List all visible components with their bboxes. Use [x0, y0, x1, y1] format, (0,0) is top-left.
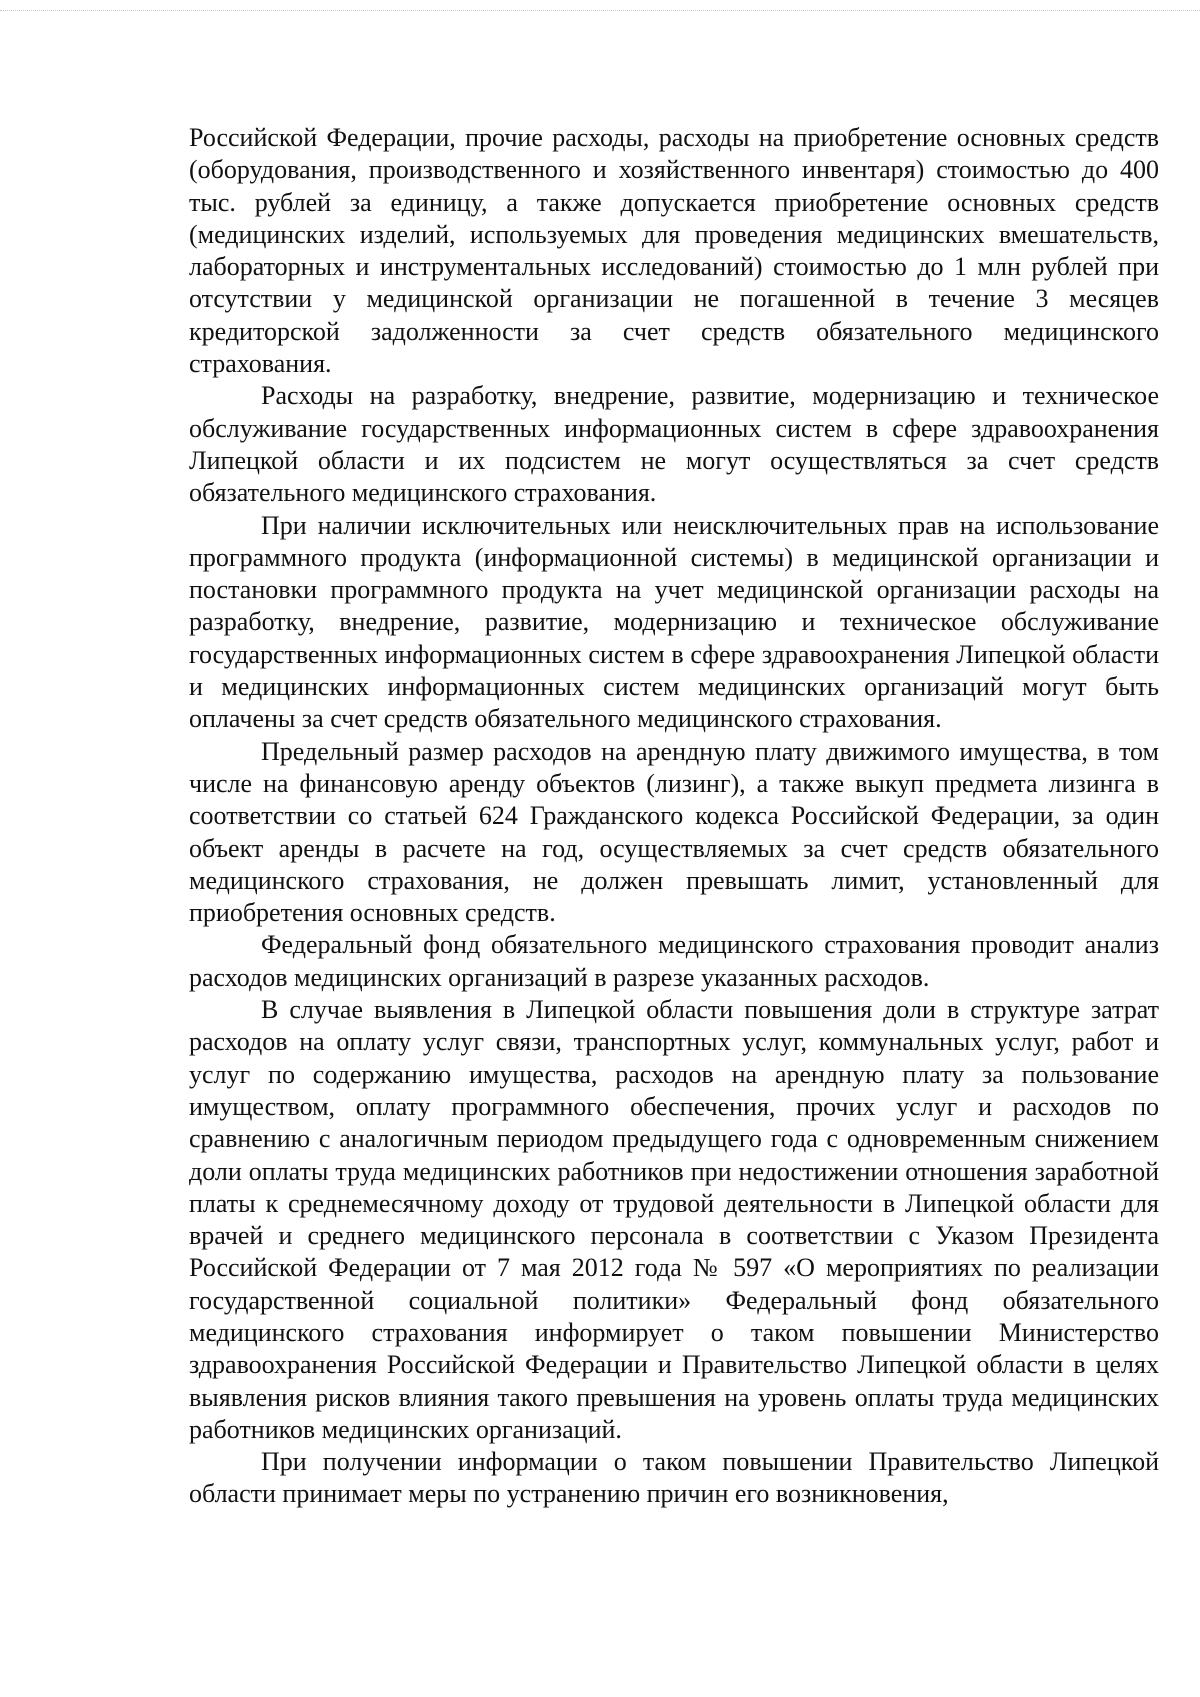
paragraph-software-rights: При наличии исключительных или неисключительных прав на использование программного продукта (информационной системы) в медицинской организации и постановки программного продукта на учет медицинской организации расходы на разработку, внедрение, развитие, модернизацию и техническое обслуживание государственных информационных систем в сфере здравоохранения Липецкой области и медицинских информационных систем медицинских организаций могут быть оплачены за счет средств обязательного медицинского страхования. — [189, 510, 1159, 734]
scan-edge-divider — [0, 10, 1200, 11]
paragraph-continuation: Российской Федерации, прочие расходы, расходы на приобретение основных средств (оборудования, производственного и хозяйственного инвентаря) стоимостью до 400 тыс. рублей за единицу, а также допускается приобретение основных средств (медицинских изделий, используемых для проведения медицинских вмешательств, лабораторных и инструментальных исследований) стоимостью до 1 млн рублей при отсутствии у медицинской организации не погашенной в течение 3 месяцев кредиторской задолженности за счет средств обязательного медицинского страхования. — [189, 123, 1159, 379]
paragraph-cost-structure: В случае выявления в Липецкой области повышения доли в структуре затрат расходов на оплату услуг связи, транспортных услуг, коммунальных услуг, работ и услуг по содержанию имущества, расходов на арендную плату за пользование имуществом, оплату программного обеспечения, прочих услуг и расходов по сравнению с аналогичным периодом предыдущего года с одновременным снижением доли оплаты труда медицинских работников при недостижении отношения заработной платы к среднемесячному доходу от трудовой деятельности в Липецкой области для врачей и среднего медицинского персонала в соответствии с Указом Президента Российской Федерации от 7 мая 2012 года № 597 «О мероприятиях по реализации государственной социальной политики» Федеральный фонд обязательного медицинского страхования информирует о таком повышении Министерство здравоохранения Российской Федерации и Правительство Липецкой области в целях выявления рисков влияния такого превышения на уровень оплаты труда медицинских работников медицинских организаций. — [189, 995, 1159, 1444]
paragraph-fund-analysis: Федеральный фонд обязательного медицинского страхования проводит анализ расходов медицинских организаций в разрезе указанных расходов. — [189, 930, 1159, 992]
paragraph-government-measures: При получении информации о таком повышении Правительство Липецкой области принимает меры по устранению причин его возникновения, — [189, 1447, 1159, 1509]
paragraph-lease-limit: Предельный размер расходов на арендную плату движимого имущества, в том числе на финансовую аренду объектов (лизинг), а также выкуп предмета лизинга в соответствии со статьей 624 Гражданского кодекса Российской Федерации, за один объект аренды в расчете на год, осуществляемых за счет средств обязательного медицинского страхования, не должен превышать лимит, установленный для приобретения основных средств. — [189, 736, 1159, 928]
document-body — [189, 122, 1159, 1511]
paragraph-expenses-info-systems: Расходы на разработку, внедрение, развитие, модернизацию и техническое обслуживание государственных информационных систем в сфере здравоохранения Липецкой области и их подсистем не могут осуществляться за счет средств обязательного медицинского страхования. — [189, 381, 1159, 508]
